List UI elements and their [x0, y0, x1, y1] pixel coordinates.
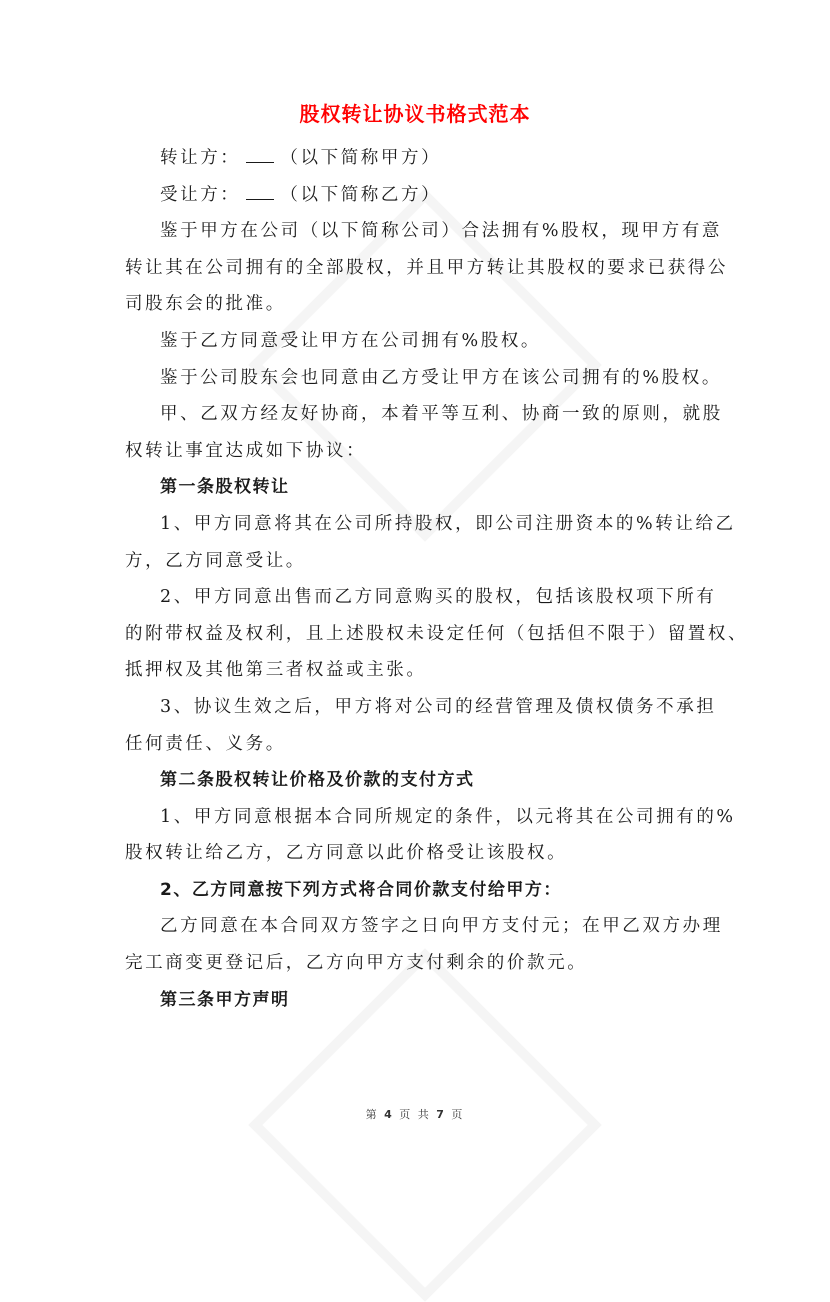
paragraph-line: 完工商变更登记后，乙方向甲方支付剩余的价款元。 [125, 953, 588, 974]
transferee-note: （以下简称乙方） [280, 184, 442, 205]
document-body [125, 140, 749, 1018]
paragraph-line: 甲、乙双方经友好协商，本着平等互利、协商一致的原则，就股 [160, 404, 723, 425]
paragraph-line: 3、协议生效之后，甲方将对公司的经营管理及债权债务不承担 [160, 696, 717, 717]
transferor-blank [246, 148, 274, 163]
page-footer [0, 1106, 830, 1122]
paragraph-line: 的附带权益及权利，且上述股权未设定任何（包括但不限于）留置权、 [125, 623, 749, 644]
total-pages-number: 7 [436, 1108, 446, 1121]
paragraph-line: 权转让事宜达成如下协议： [125, 440, 367, 461]
section-heading: 第二条股权转让价格及价款的支付方式 [160, 770, 475, 791]
document-title: 股权转让协议书格式范本 [299, 102, 531, 126]
footer-prefix: 第 [365, 1108, 379, 1121]
paragraph-line: 任何责任、义务。 [125, 733, 286, 754]
paragraph-line: 1、甲方同意将其在公司所持股权，即公司注册资本的%转让给乙 [160, 513, 736, 534]
section-heading: 第一条股权转让 [160, 477, 290, 498]
transferor-line [125, 140, 705, 177]
paragraph-line: 1、甲方同意根据本合同所规定的条件，以元将其在公司拥有的% [160, 806, 736, 827]
footer-middle: 页 共 [399, 1108, 431, 1121]
paragraph-line: 司股东会的批准。 [125, 294, 286, 315]
paragraph-line: 方，乙方同意受让。 [125, 550, 306, 571]
paragraph-line: 鉴于乙方同意受让甲方在公司拥有%股权。 [160, 330, 542, 351]
paragraph-line: 鉴于甲方在公司（以下简称公司）合法拥有%股权，现甲方有意 [160, 221, 722, 242]
section-heading: 第三条甲方声明 [160, 989, 290, 1010]
paragraph-line: 2、甲方同意出售而乙方同意购买的股权，包括该股权项下所有 [160, 587, 717, 608]
paragraph-line: 转让其在公司拥有的全部股权，并且甲方转让其股权的要求已获得公 [125, 257, 728, 278]
transferee-line [125, 177, 705, 214]
current-page-number: 4 [384, 1108, 394, 1121]
paragraph-line: 鉴于公司股东会也同意由乙方受让甲方在该公司拥有的%股权。 [160, 367, 722, 388]
subsection-heading: 2、乙方同意按下列方式将合同价款支付给甲方： [160, 879, 562, 900]
transferee-label: 受让方： [160, 184, 241, 205]
transferor-label: 转让方： [160, 148, 241, 168]
paragraph-line: 抵押权及其他第三者权益或主张。 [125, 660, 427, 681]
transferor-note: （以下简称甲方） [280, 148, 442, 168]
transferee-blank [246, 185, 274, 200]
paragraph-line: 乙方同意在本合同双方签字之日向甲方支付元；在甲乙双方办理 [160, 916, 723, 937]
footer-suffix: 页 [451, 1108, 465, 1121]
paragraph-line: 股权转让给乙方，乙方同意以此价格受让该股权。 [125, 843, 568, 864]
